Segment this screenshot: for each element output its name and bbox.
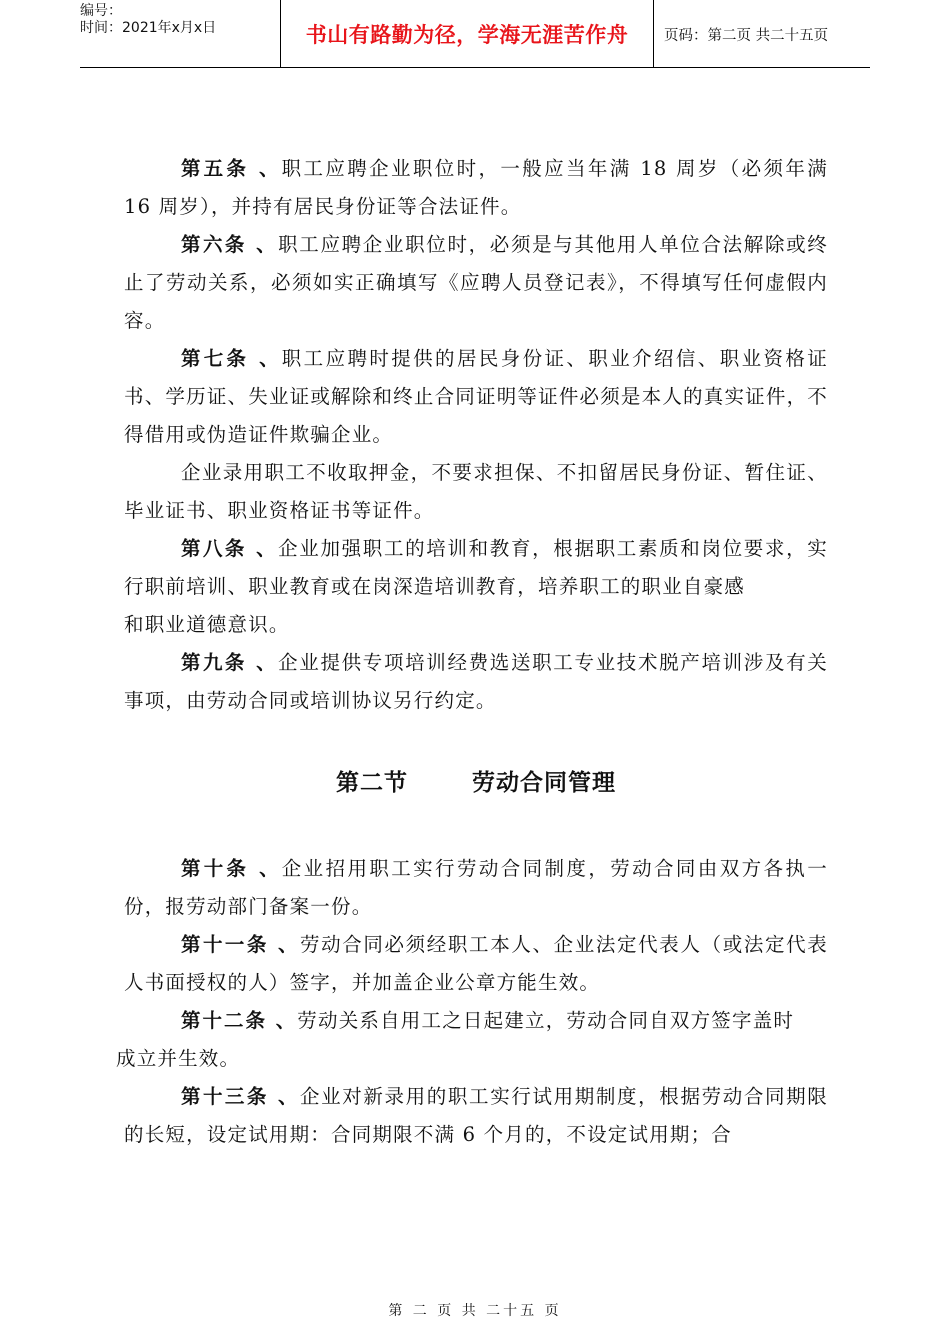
document-body <box>116 150 828 1154</box>
section-number: 第二节 <box>336 770 408 796</box>
article-text: 企业提供专项培训经费选送职工专业技术脱产培训涉及有关事项，由劳动合同或培训协议另行约定。 <box>124 651 828 712</box>
article-title: 第五条 、 <box>181 157 282 180</box>
article-9 <box>124 644 828 720</box>
article-text: 劳动关系自用工之日起建立，劳动合同自双方签字盖时 <box>297 1009 795 1032</box>
article-13 <box>124 1078 828 1154</box>
article-12-continuation: 成立并生效。 <box>116 1047 241 1070</box>
article-7 <box>124 340 828 454</box>
article-title: 第九条 、 <box>181 651 279 674</box>
article-10 <box>124 850 828 926</box>
article-6 <box>124 226 828 340</box>
article-title: 第六条 、 <box>181 233 279 256</box>
number-label: 编号： <box>80 3 122 19</box>
article-title: 第十三条 、 <box>181 1085 300 1108</box>
page-header <box>80 0 870 68</box>
article-11 <box>124 926 828 1002</box>
header-meta <box>80 0 281 68</box>
article-title: 第十一条 、 <box>181 933 300 956</box>
article-text: 职工应聘企业职位时，必须是与其他用人单位合法解除或终止了劳动关系，必须如实正确填写《应聘人员登记表》，不得填写任何虚假内容。 <box>124 233 828 332</box>
article-text: 劳动合同必须经职工本人、企业法定代表人（或法定代表人书面授权的人）签字，并加盖企业公章方能生效。 <box>124 933 828 994</box>
header-page-label: 页码：第二页 共二十五页 <box>664 27 829 44</box>
article-title: 第七条 、 <box>181 347 282 370</box>
page-footer: 第 二 页 共 二十五 页 <box>388 1303 562 1319</box>
article-5 <box>124 150 828 226</box>
article-title: 第十条 、 <box>181 857 282 880</box>
article-8-continuation: 和职业道德意识。 <box>124 613 290 636</box>
article-7-note <box>124 454 828 530</box>
section-name: 劳动合同管理 <box>472 770 616 796</box>
article-text: 职工应聘时提供的居民身份证、职业介绍信、职业资格证书、学历证、失业证或解除和终止合同证明等证件必须是本人的真实证件，不得借用或伪造证件欺骗企业。 <box>124 347 828 446</box>
article-text: 企业录用职工不收取押金，不要求担保、不扣留居民身份证、暂住证、毕业证书、职业资格证书等证件。 <box>124 461 828 522</box>
article-text: 企业对新录用的职工实行试用期制度，根据劳动合同期限的长短，设定试用期：合同期限不满 6 个月的，不设定试用期；合 <box>124 1085 828 1146</box>
article-8 <box>124 530 828 606</box>
time-label: 时间：2021年x月x日 <box>80 20 217 36</box>
article-12 <box>124 1002 828 1040</box>
article-text: 企业加强职工的培训和教育，根据职工素质和岗位要求，实行职前培训、职业教育或在岗深造培训教育，培养职工的职业自豪感 <box>124 537 828 598</box>
article-text: 企业招用职工实行劳动合同制度，劳动合同由双方各执一份，报劳动部门备案一份。 <box>124 857 828 918</box>
section-title <box>124 764 828 802</box>
article-title: 第八条 、 <box>181 537 279 560</box>
article-title: 第十二条 、 <box>181 1009 298 1032</box>
header-motto: 书山有路勤为径，学海无涯苦作舟 <box>281 0 654 68</box>
article-text: 职工应聘企业职位时，一般应当年满 18 周岁（必须年满 16 周岁），并持有居民身份证等合法证件。 <box>124 157 828 218</box>
